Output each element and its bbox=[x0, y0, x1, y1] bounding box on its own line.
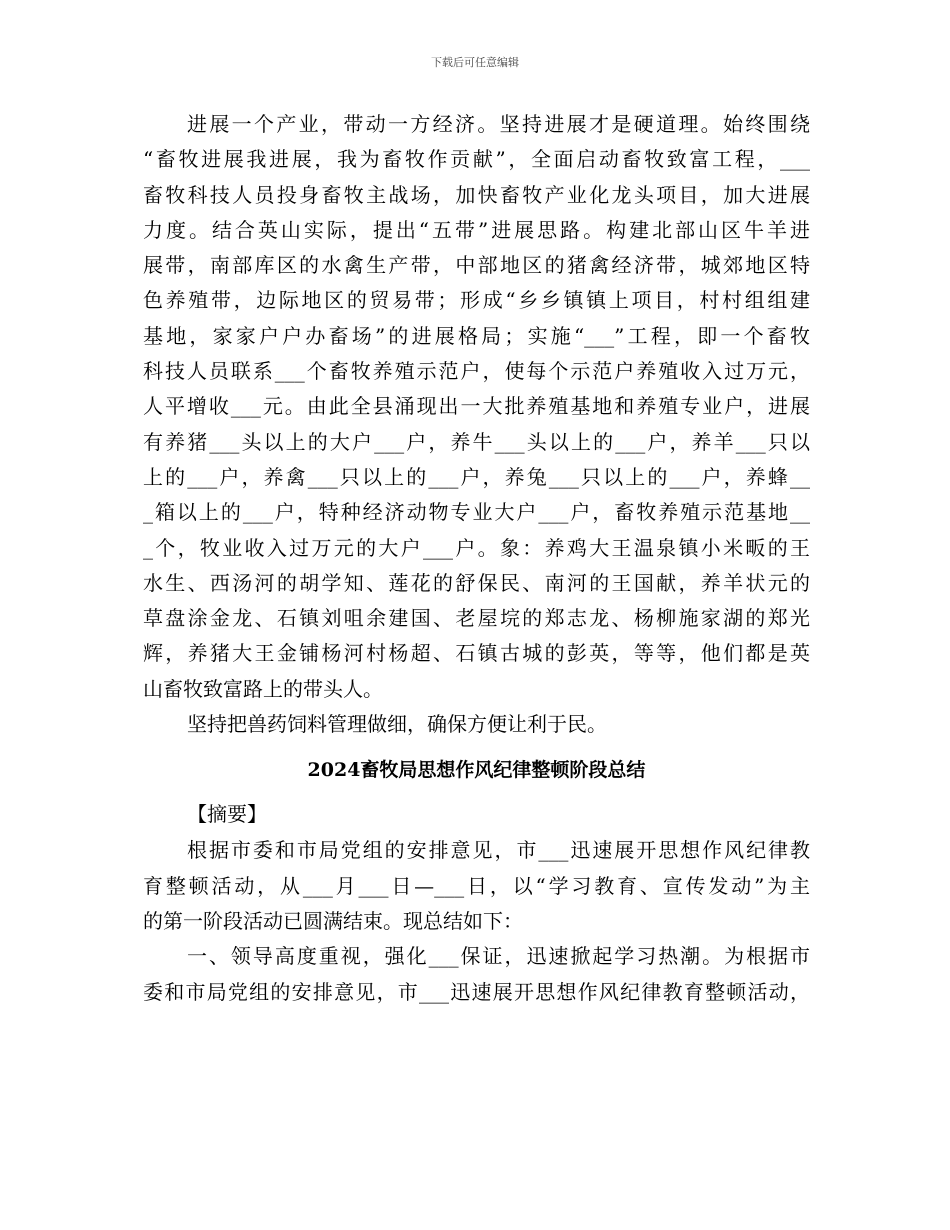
text-line: 的第一阶段活动已圆满结束。现总结如下： bbox=[143, 908, 523, 933]
text-line: 水生、西汤河的胡学知、莲花的舒保民、南河的王国献，养羊状元的 bbox=[143, 570, 810, 595]
paragraph-1 bbox=[143, 107, 810, 707]
text-line: 草盘涂金龙、石镇刘咀余建国、老屋垸的郑志龙、杨柳施家湖的郑光 bbox=[143, 606, 810, 631]
page-header: 下载后可任意编辑 bbox=[431, 56, 519, 69]
abstract-label: 【摘要】 bbox=[187, 802, 267, 827]
text-line: 力度。结合英山实际，提出“五带”进展思路。构建北部山区牛羊进 bbox=[143, 217, 810, 242]
text-line: 进展一个产业，带动一方经济。坚持进展才是硬道理。始终围绕 bbox=[187, 112, 810, 136]
text-line: 一、领导高度重视，强化___保证，迅速掀起学习热潮。为根据市 bbox=[187, 944, 810, 969]
section-title: 2024畜牧局思想作风纪律整顿阶段总结 bbox=[307, 759, 646, 782]
text-line: 辉，养猪大王金铺杨河村杨超、石镇古城的彭英，等等，他们都是英 bbox=[143, 641, 810, 666]
text-line: _个，牧业收入过万元的大户___户。象：养鸡大王温泉镇小米畈的王 bbox=[143, 535, 810, 560]
text-line: 山畜牧致富路上的带头人。 bbox=[143, 676, 383, 701]
text-line: 委和市局党组的安排意见，市___迅速展开思想作风纪律教育整顿活动， bbox=[143, 979, 810, 1004]
text-line: 展带，南部库区的水禽生产带，中部地区的猪禽经济带，城郊地区特 bbox=[143, 253, 810, 278]
text-line: 科技人员联系___个畜牧养殖示范户，使每个示范户养殖收入过万元， bbox=[143, 359, 810, 384]
paragraph-3 bbox=[143, 833, 810, 939]
text-line: 根据市委和市局党组的安排意见，市___迅速展开思想作风纪律教 bbox=[187, 838, 810, 863]
text-line: 畜牧科技人员投身畜牧主战场，加快畜牧产业化龙头项目，加大进展 bbox=[143, 182, 810, 207]
text-line: 人平增收___元。由此全县涌现出一大批养殖基地和养殖专业户，进展 bbox=[143, 394, 810, 419]
document-body bbox=[143, 107, 810, 1010]
text-line: 上的___户，养禽___只以上的___户，养兔___只以上的___户，养蜂__ bbox=[143, 464, 810, 489]
text-line: 色养殖带，边际地区的贸易带；形成“乡乡镇镇上项目，村村组组建 bbox=[143, 288, 810, 313]
text-line: 基地，家家户户办畜场”的进展格局；实施“___”工程，即一个畜牧 bbox=[143, 323, 810, 348]
paragraph-4 bbox=[143, 939, 810, 1010]
text-line: 育整顿活动，从___月___日—___日，以“学习教育、宣传发动”为主 bbox=[143, 873, 810, 898]
text-line: _箱以上的___户，特种经济动物专业大户___户，畜牧养殖示范基地__ bbox=[143, 500, 810, 525]
text-line: “畜牧进展我进展，我为畜牧作贡献”，全面启动畜牧致富工程，___ bbox=[143, 147, 810, 172]
text-line: 有养猪___头以上的大户___户，养牛___头以上的___户，养羊___只以 bbox=[143, 429, 810, 454]
paragraph-2: 坚持把兽药饲料管理做细，确保方便让利于民。 bbox=[187, 712, 607, 737]
